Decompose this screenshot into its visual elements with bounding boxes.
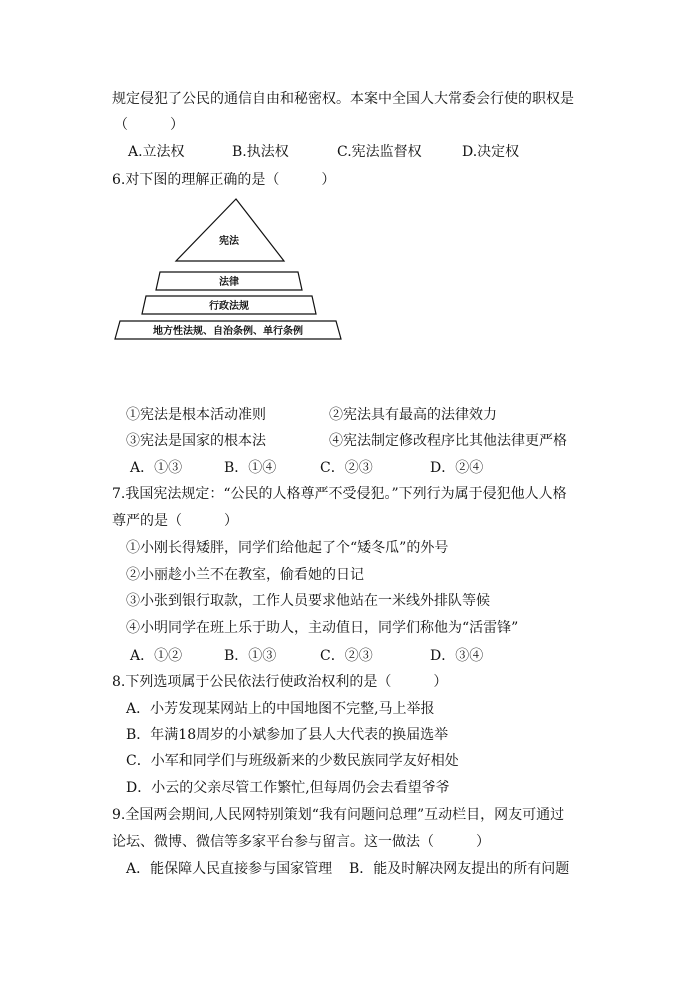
q7-option-c: C．②③ xyxy=(320,648,373,664)
q6-option-a: A．①③ xyxy=(130,460,183,476)
q5-option-d: D.决定权 xyxy=(462,144,520,160)
q6-option-c: C．②③ xyxy=(320,460,373,476)
q7-statement-3: ③小张到银行取款，工作人员要求他站在一米线外排队等候 xyxy=(126,593,490,609)
q7-stem-line2: 尊严的是（ ） xyxy=(112,513,238,529)
q6-stem: 6.对下图的理解正确的是（ ） xyxy=(112,172,336,188)
q5-option-c: C.宪法监督权 xyxy=(337,144,422,160)
q8-option-a: A．小芳发现某网站上的中国地图不完整,马上举报 xyxy=(126,701,435,717)
q7-statement-4: ④小明同学在班上乐于助人，主动值日，同学们称他为“活雷锋” xyxy=(126,620,519,636)
q7-option-d: D．③④ xyxy=(430,648,484,664)
pyramid-level2-label: 法律 xyxy=(219,277,239,288)
q8-stem: 8.下列选项属于公民依法行使政治权利的是（ ） xyxy=(112,674,448,690)
q5-option-b: B.执法权 xyxy=(232,144,289,160)
q7-statement-2: ②小丽趁小兰不在教室，偷看她的日记 xyxy=(126,567,364,583)
q8-option-b: B．年满18周岁的小斌参加了县人大代表的换届选举 xyxy=(126,727,449,743)
q7-statement-1: ①小刚长得矮胖，同学们给他起了个“矮冬瓜”的外号 xyxy=(126,540,449,556)
q8-option-c: C．小军和同学们与班级新来的少数民族同学友好相处 xyxy=(126,753,459,769)
q6-statement-2: ②宪法具有最高的法律效力 xyxy=(329,407,497,423)
q8-option-d: D．小云的父亲尽管工作繁忙,但每周仍会去看望爷爷 xyxy=(126,780,450,796)
q6-statement-4: ④宪法制定修改程序比其他法律更严格 xyxy=(329,433,567,449)
q9-option-a: A．能保障人民直接参与国家管理 xyxy=(126,861,333,877)
q6-statement-1: ①宪法是根本活动准则 xyxy=(126,407,266,423)
q6-option-d: D．②④ xyxy=(430,460,484,476)
q5-stem-line: 规定侵犯了公民的通信自由和秘密权。本案中全国人大常委会行使的职权是 xyxy=(112,91,574,107)
q7-stem-line1: 7.我国宪法规定：“公民的人格尊严不受侵犯。”下列行为属于侵犯他人人格 xyxy=(112,486,567,502)
q9-stem-line2: 论坛、微博、微信等多家平台参与留言。这一做法（ ） xyxy=(112,834,490,850)
q7-option-b: B．①③ xyxy=(224,648,277,664)
pyramid-apex-label: 宪法 xyxy=(219,236,239,247)
q6-option-b: B．①④ xyxy=(224,460,277,476)
pyramid-level4-label: 地方性法规、自治条例、单行条例 xyxy=(153,326,303,337)
law-hierarchy-pyramid xyxy=(112,195,348,345)
q5-option-a: A.立法权 xyxy=(128,144,185,160)
q9-stem-line1: 9.全国两会期间,人民网特别策划“我有问题问总理”互动栏目，网友可通过 xyxy=(112,807,565,823)
pyramid-apex-shape xyxy=(176,199,284,261)
q7-option-a: A．①② xyxy=(130,648,183,664)
q5-answer-blank: （ ） xyxy=(114,117,184,133)
q9-option-b: B．能及时解决网友提出的所有问题 xyxy=(349,861,570,877)
pyramid-level3-label: 行政法规 xyxy=(209,301,249,312)
q6-statement-3: ③宪法是国家的根本法 xyxy=(126,433,266,449)
